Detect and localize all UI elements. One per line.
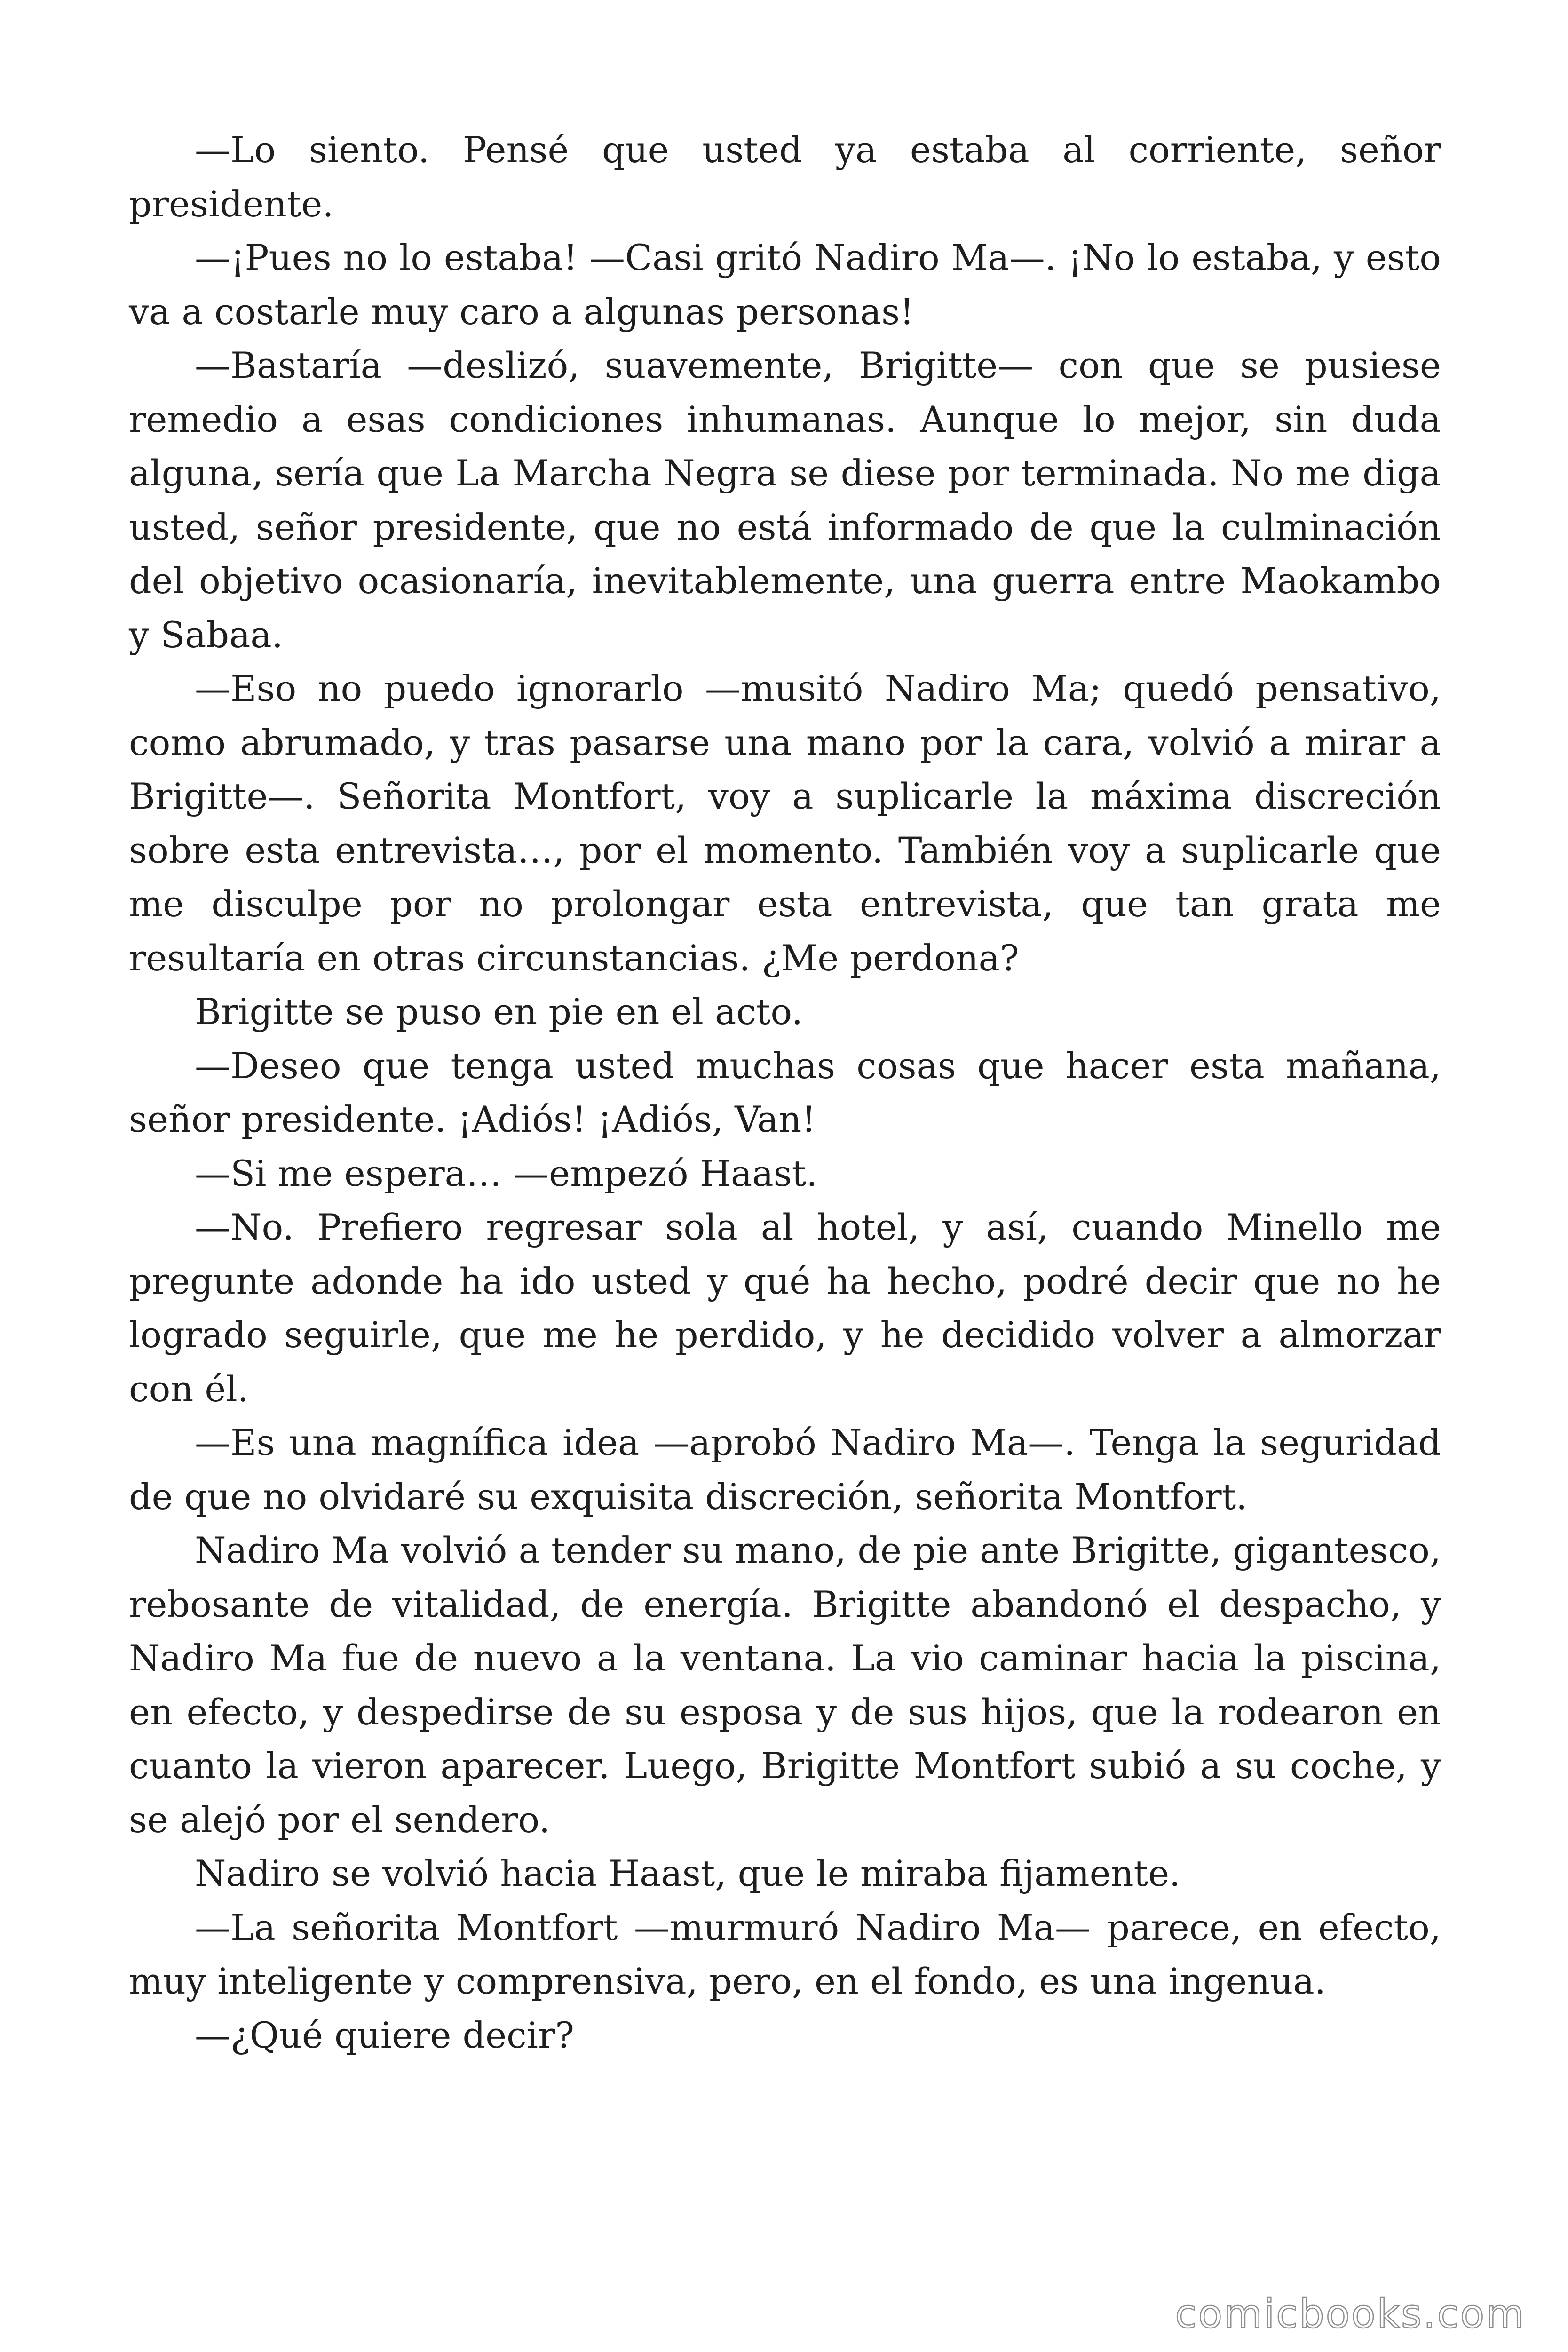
paragraph: —Deseo que tenga usted muchas cosas que hacer esta mañana, señor presidente. ¡Adiós! ¡Adiós, Van! <box>129 1044 1441 1140</box>
watermark: comicbooks.com <box>1175 2291 1526 2337</box>
paragraph: —¡Pues no lo estaba! —Casi gritó Nadiro Ma—. ¡No lo estaba, y esto va a costarle muy caro a algunas personas! <box>129 237 1441 333</box>
paragraph: —Eso no puedo ignorarlo —musitó Nadiro Ma; quedó pensativo, como abrumado, y tras pasarse una mano por la cara, volvió a mirar a Brigitte—. Señorita Montfort, voy a suplicarle la máxima discreción sobre esta entrevista…, por el momento. También voy a suplicarle que me disculpe por no prolongar esta entrevista, que tan grata me resultaría en otras circunstancias. ¿Me perdona? <box>129 667 1441 979</box>
paragraph: —No. Prefiero regresar sola al hotel, y así, cuando Minello me pregunte adonde ha ido usted y qué ha hecho, podré decir que no he logrado seguirle, que me he perdido, y he decidido volver a almorzar con él. <box>129 1206 1441 1410</box>
paragraph: —Es una magnífica idea —aprobó Nadiro Ma—. Tenga la seguridad de que no olvidaré su exquisita discreción, señorita Montfort. <box>129 1422 1441 1518</box>
paragraph: —Si me espera… —empezó Haast. <box>195 1152 818 1194</box>
paragraph: Nadiro se volvió hacia Haast, que le miraba fijamente. <box>195 1852 1181 1894</box>
paragraph: —Bastaría —deslizó, suavemente, Brigitte— con que se pusiese remedio a esas condiciones inhumanas. Aunque lo mejor, sin duda alguna, sería que La Marcha Negra se diese por terminada. No me diga usted, señor presidente, que no está informado de que la culminación del objetivo ocasionaría, inevitablemente, una guerra entre Maokambo y Sabaa. <box>129 344 1441 656</box>
body-text <box>129 123 1441 2062</box>
paragraph: Nadiro Ma volvió a tender su mano, de pie ante Brigitte, gigantesco, rebosante de vitalidad, de energía. Brigitte abandonó el despacho, y Nadiro Ma fue de nuevo a la ventana. La vio caminar hacia la piscina, en efecto, y despedirse de su esposa y de sus hijos, que la rodearon en cuanto la vieron aparecer. Luego, Brigitte Montfort subió a su coche, y se alejó por el sendero. <box>129 1529 1441 1841</box>
paragraph: —¿Qué quiere decir? <box>195 2014 575 2056</box>
paragraph: —La señorita Montfort —murmuró Nadiro Ma— parece, en efecto, muy inteligente y comprensiva, pero, en el fondo, es una ingenua. <box>129 1906 1441 2002</box>
paragraph: Brigitte se puso en pie en el acto. <box>195 991 803 1033</box>
paragraph: —Lo siento. Pensé que usted ya estaba al corriente, señor presidente. <box>129 129 1441 225</box>
